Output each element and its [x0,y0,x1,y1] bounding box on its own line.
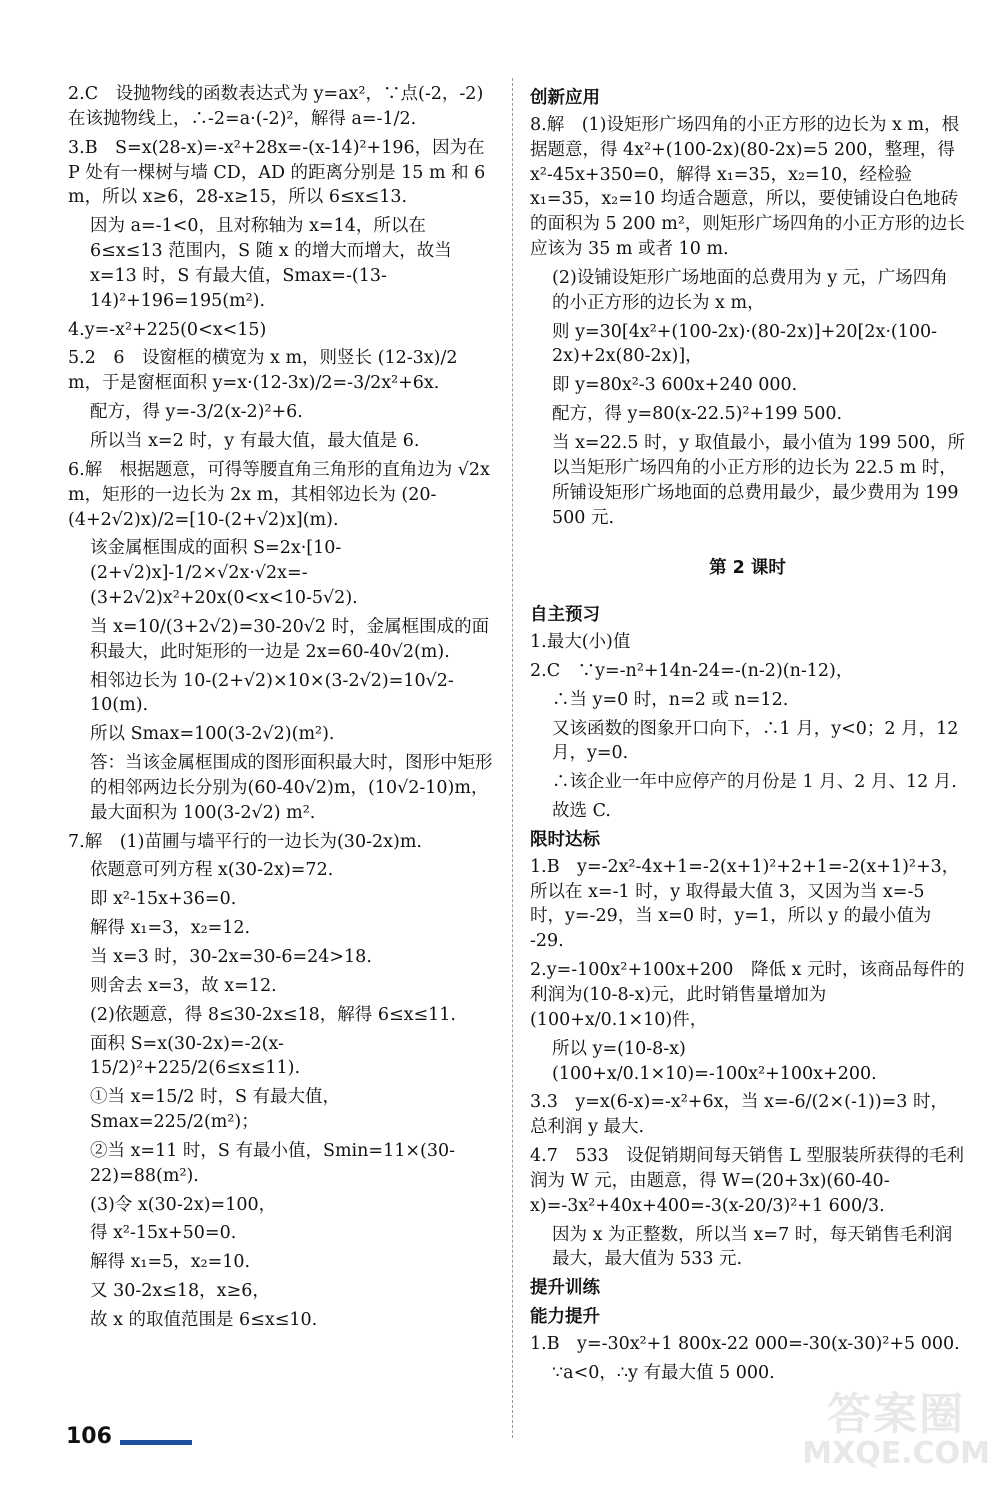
answer-line: (2)设铺设矩形广场地面的总费用为 y 元，广场四角的小正方形的边长为 x m， [552,267,948,313]
answer-line: 当 x=3 时，30-2x=30-6=24>18. [90,947,372,967]
answer-line: 当 x=10/(3+2√2)=30-20√2 时，金属框围成的面积最大，此时矩形的一边是 2x=60-40√2(m). [90,616,490,662]
answer-line: 即 y=80x²-3 600x+240 000. [552,375,798,396]
answer-line: 因为 x 为正整数，所以当 x=7 时，每天销售毛利润最大，最大值为 533 元. [552,1224,953,1270]
answer-item: 5.2 6 设窗框的横宽为 x m，则竖长 (12-3x)/2 m，于是窗框面积 y=x·(12-3x)/2=-3/2x²+6x. [68,348,458,394]
answer-item: 4.7 533 设促销期间每天销售 L 型服装所获得的毛利润为 W 元，由题意，得 W=(20+3x)(60-40-x)=-3x²+40x+400=-3(x-20/3)²+1 600/3. [530,1146,964,1216]
answer-item: 2.y=-100x²+100x+200 降低 x 元时，该商品每件的利润为(10-8-x)元，此时销售量增加为 (100+x/0.1×10)件， [530,960,965,1030]
answer-line: 面积 S=x(30-2x)=-2(x-15/2)²+225/2(6≤x≤11). [90,1033,301,1079]
answer-item: 8.解 (1)设矩形广场四角的小正方形的边长为 x m，根据题意，得 4x²+(100-2x)(80-2x)=5 200，整理，得 x²-45x+350=0，解得 x₁=35，x₂=10，经检验 x₁=35，x₂=10 均适合题意，所以，要使铺设白色地砖的面积为 5 200 m²，则矩形广场四角的小正方形的边长应该为 35 m 或者 10 m. [530,114,965,260]
answer-line: ②当 x=11 时，S 有最小值，Smin=11×(30-22)=88(m²). [90,1140,456,1186]
answer-item: 3.3 y=x(6-x)=-x²+6x，当 x=-6/(2×(-1))=3 时，总利润 y 最大. [530,1092,949,1138]
answer-line: 当 x=22.5 时，y 取值最小，最小值为 199 500，所以当矩形广场四角的小正方形的边长为 22.5 m 时，所铺设矩形广场地面的总费用最少，最少费用为 199 500 元. [552,432,966,528]
answer-line: 则 y=30[4x²+(100-2x)·(80-2x)]+20[2x·(100-2x)+2x(80-2x)]， [552,321,938,367]
answer-line: 相邻边长为 10-(2+√2)×10×(3-2√2)=10√2-10(m). [90,670,454,716]
lesson-title: 第 2 课时 [709,558,786,579]
answer-item: 3.B S=x(28-x)=-x²+28x=-(x-14)²+196，因为在 P 处有一棵树与墙 CD，AD 的距离分别是 15 m 和 6 m，所以 x≥6，28-x≥15，所以 6≤x≤13. [68,137,486,208]
answer-line: 依题意可列方程 x(30-2x)=72. [90,860,334,881]
answer-line: 则舍去 x=3，故 x=12. [90,975,277,996]
column-divider [512,78,513,1438]
answer-line: (3)令 x(30-2x)=100， [90,1194,277,1215]
section-heading: 创新应用 [530,88,600,108]
answer-line: 故 x 的取值范围是 6≤x≤10. [90,1309,318,1330]
answer-line: 又 30-2x≤18，x≥6， [90,1281,270,1302]
answer-line: 所以当 x=2 时，y 有最大值，最大值是 6. [90,430,420,451]
answer-line: 解得 x₁=3，x₂=12. [90,918,251,939]
answer-line: 所以 Smax=100(3-2√2)(m²). [90,724,335,745]
section-heading: 能力提升 [530,1307,600,1328]
answer-item: 1.B y=-2x²-4x+1=-2(x+1)²+2+1=-2(x+1)²+3，所以在 x=-1 时，y 取得最大值 3，又因为当 x=-5 时，y=-29，当 x=0 时，y=1，所以 y 的最小值为 -29. [530,856,960,952]
answer-line: 因为 a=-1<0，且对称轴为 x=14，所以在 6≤x≤13 范围内，S 随 x 的增大而增大，故当 x=13 时，S 有最大值，Smax=-(13-14)²+196=195(m²). [90,216,452,311]
watermark-url: MXQE.COM [802,1436,990,1472]
watermark-logo-text: 答案圈 [827,1389,966,1440]
answer-line: 解得 x₁=5，x₂=10. [90,1252,251,1273]
answer-line: 故选 C. [552,801,611,822]
answer-line: ∴该企业一年中应停产的月份是 1 月、2 月、12 月. [552,772,957,793]
answer-item: 6.解 根据题意，可得等腰直角三角形的直角边为 √2x m，矩形的一边长为 2x m，其相邻边长为 (20-(4+2√2)x)/2=[10-(2+√2)x](m). [68,459,490,530]
answer-line: 配方，得 y=80(x-22.5)²+199 500. [552,404,843,425]
answer-line: 答：当该金属框围成的图形面积最大时，图形中矩形的相邻两边长分别为(60-40√2)m，(10√2-10)m，最大面积为 100(3-2√2) m². [90,753,493,823]
right-column [530,82,965,1390]
answer-line: 得 x²-15x+50=0. [90,1223,237,1244]
answer-item: 2.C 设抛物线的函数表达式为 y=ax²，∵点(-2，-2)在该抛物线上，∴-2=a·(-2)²，解得 a=-1/2. [68,84,484,129]
answer-line: 所以 y=(10-8-x)(100+x/0.1×10)=-100x²+100x+200. [552,1038,877,1084]
answer-line: (2)依题意，得 8≤30-2x≤18，解得 6≤x≤11. [90,1004,456,1025]
answer-line: 即 x²-15x+36=0. [90,889,237,910]
section-heading: 自主预习 [530,605,600,626]
answer-line: ①当 x=15/2 时，S 有最大值，Smax=225/2(m²)； [90,1087,341,1133]
answer-line: ∵a<0，∴y 有最大值 5 000. [552,1362,775,1383]
answer-line: ∴当 y=0 时，n=2 或 n=12. [552,689,789,710]
answer-line: 配方，得 y=-3/2(x-2)²+6. [90,402,303,423]
page-number-bar [120,1440,192,1445]
answer-item: 7.解 (1)苗圃与墙平行的一边长为(30-2x)m. [68,831,422,852]
left-column [68,82,493,1337]
answer-line: 该金属框围成的面积 S=2x·[10-(2+√2)x]-1/2×√2x·√2x=-(3+2√2)x²+20x(0<x<10-5√2). [90,538,358,609]
answer-line: 又该函数的图象开口向下，∴1 月，y<0；2 月，12 月，y=0. [552,718,959,764]
answer-item: 1.最大(小)值 [530,632,631,653]
section-heading: 提升训练 [530,1278,600,1299]
page-number: 106 [66,1424,112,1449]
watermark [802,1389,990,1472]
answer-item: 4.y=-x²+225(0<x<15) [68,319,267,340]
answer-item: 1.B y=-30x²+1 800x-22 000=-30(x-30)²+5 000. [530,1333,960,1354]
section-heading: 限时达标 [530,829,600,850]
answer-item: 2.C ∵y=-n²+14n-24=-(n-2)(n-12)， [530,660,854,681]
